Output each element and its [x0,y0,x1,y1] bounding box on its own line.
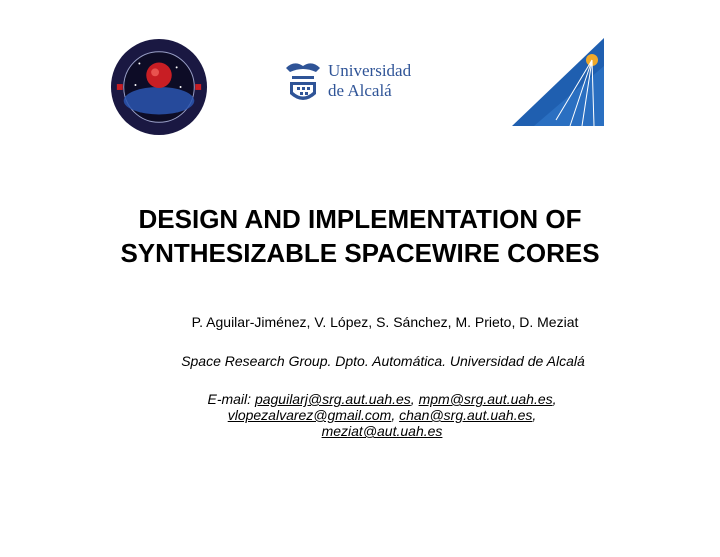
email-link[interactable]: meziat@aut.uah.es [321,423,443,439]
uah-logo-text [328,61,411,101]
email-link[interactable]: paguilarj@srg.aut.uah.es [254,391,411,407]
uah-crest-icon [282,58,324,108]
uah-logo [282,58,432,108]
srg-seal-icon [110,38,208,136]
uah-name-line2: de Alcalá [328,81,392,100]
email-prefix: E-mail: [207,391,252,407]
triangle-signal-icon [512,36,608,128]
email-link[interactable]: vlopezalvarez@gmail.com [227,407,392,423]
email-block: E-mail: paguilarj@srg.aut.uah.es, mpm@srg.aut.uah.es, vlopezalvarez@gmail.com, chan@srg.aut.uah.es, meziat@aut.uah.es [207,391,557,439]
email-link[interactable]: mpm@srg.aut.uah.es [418,391,553,407]
title-line2: SYNTHESIZABLE SPACEWIRE CORES [120,238,600,268]
uah-name-line1: Universidad [328,61,412,80]
title-line1: DESIGN AND IMPLEMENTATION OF [138,204,582,234]
affiliation: Space Research Group. Dpto. Automática. Universidad de Alcalá [181,353,585,369]
email-link[interactable]: chan@srg.aut.uah.es [399,407,533,423]
authors: P. Aguilar-Jiménez, V. López, S. Sánchez, M. Prieto, D. Meziat [191,314,579,330]
page-title [0,202,720,270]
